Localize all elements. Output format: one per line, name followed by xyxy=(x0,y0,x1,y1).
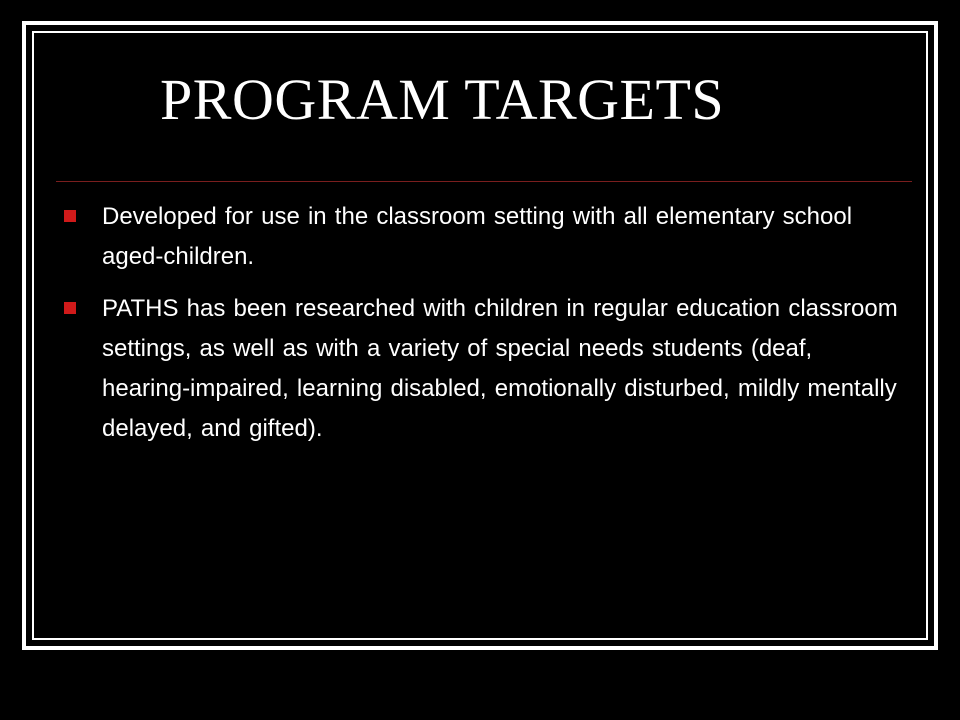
bullet-item xyxy=(64,197,904,277)
slide-title: PROGRAM TARGETS xyxy=(160,67,725,132)
bullet-list xyxy=(64,197,904,461)
title-divider xyxy=(56,181,912,182)
square-bullet-icon xyxy=(64,302,76,314)
bullet-text: PATHS has been researched with children in regular education classroom settings, as well as with a variety of special needs students (deaf, hearing-impaired, learning disabled, emotionally disturbed, mildly mentally delayed, and gifted). xyxy=(102,295,898,442)
bullet-item xyxy=(64,289,904,449)
bullet-text: Developed for use in the classroom setting with all elementary school aged-children. xyxy=(102,203,853,270)
square-bullet-icon xyxy=(64,210,76,222)
